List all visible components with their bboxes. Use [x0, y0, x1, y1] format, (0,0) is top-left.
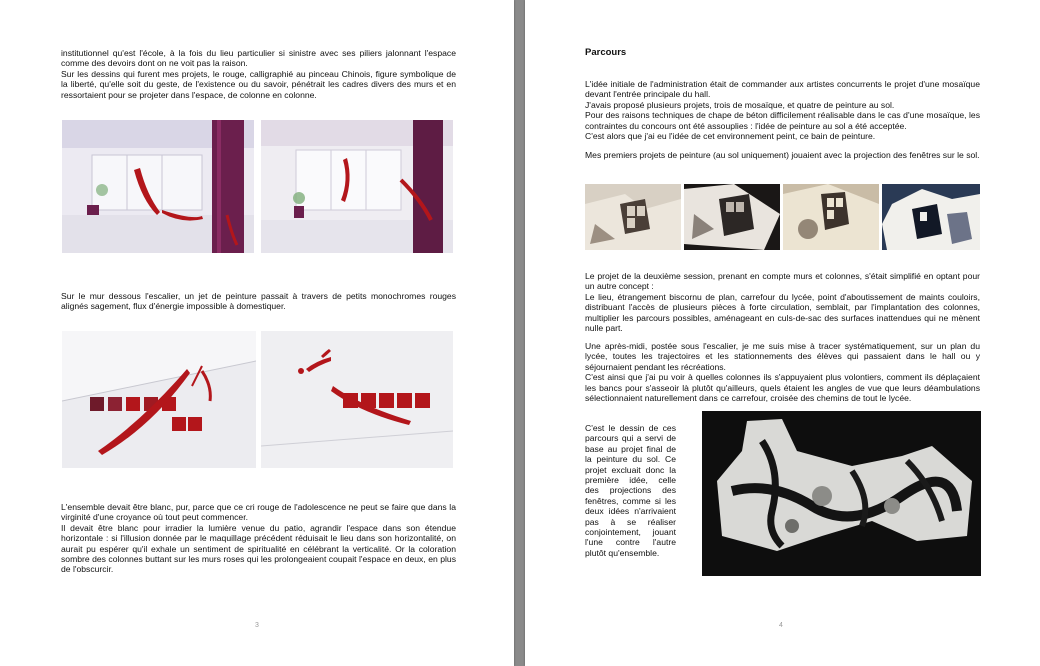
paragraph: Sur le mur dessous l'escalier, un jet de peinture passait à travers de petits monochromes rouges alignés sagement, flux d'énergie impossible à domestiquer. [61, 291, 456, 312]
paragraph: Le lieu, étrangement biscornu de plan, carrefour du lycée, point d'aboutissement de maints couloirs, distribuant l'accès de plusieurs pièces à forte circulation, semblait, par l'implantation des colonnes, multiplier les parcours possibles, aménageant en culs-de-sac des surfaces inattendues qui ne mènent nulle part. [585, 291, 980, 334]
page4-afternoon-text [585, 341, 980, 403]
photo-stair-monochromes-2 [261, 331, 453, 468]
page4-second-session-text [585, 271, 980, 333]
paragraph: Pour des raisons techniques de chape de béton difficilement réalisable dans le cas d'une mosaïque, les contraintes du concours ont été assouplies : l'idée de peinture au sol a été acceptée. [585, 110, 980, 131]
page4-intro-text [585, 79, 980, 141]
photo-wall-painting-2 [261, 120, 453, 253]
document-page-4 [525, 0, 1040, 666]
paragraph: C'est le dessin de ces parcours qui a servi de base au projet final de la peinture du sol. Ce projet excluait donc la première idée, celle des projections des fenêtres, comme si les deux idées n'arrivaient pas à se réaliser conjointement, jouant l'une contre l'autre plutôt qu'ensemble. [585, 423, 676, 558]
document-page-3 [0, 0, 514, 666]
paragraph: Sur les dessins qui furent mes projets, le rouge, calligraphié au pinceau Chinois, figure symbolique de la liberté, qu'elle soit du geste, de l'existence ou du savoir, pénétrait les cadres divers des murs et en ressortaient pour se projeter dans l'espace, de colonne en colonne. [61, 68, 456, 100]
photo-project-sketch-2 [684, 184, 780, 250]
photo-stair-monochromes-1 [62, 331, 256, 468]
paragraph: Le projet de la deuxième session, prenant en compte murs et colonnes, s'était simplifié en optant pour un autre concept : [585, 271, 980, 292]
page3-closing-text [61, 502, 456, 575]
page-number: 3 [255, 622, 259, 629]
paragraph: institutionnel qu'est l'école, à la fois du lieu particulier si sinistre avec ses piliers jalonnant l'espace comme des devoirs dont on ne voit pas la raison. [61, 48, 456, 69]
photo-trajectories-drawing [702, 411, 981, 576]
photo-wall-painting-1 [62, 120, 254, 253]
page3-stair-text [61, 291, 456, 312]
paragraph: C'est ainsi que j'ai pu voir à quelles colonnes ils s'appuyaient plus volontiers, comment ils déplaçaient les bancs pour s'asseoir là plutôt qu'ailleurs, quels étaient les angles de vue que leurs déambulations sélectionnaient naturellement dans ce carrefour, croisée des chemins de tout le lycée. [585, 372, 980, 404]
page4-drawing-caption [585, 423, 676, 558]
photo-project-sketch-1 [585, 184, 681, 250]
photo-project-sketch-4 [882, 184, 980, 250]
paragraph: J'avais proposé plusieurs projets, trois de mosaïque, et quatre de peinture au sol. [585, 99, 895, 110]
paragraph: Il devait être blanc pour irradier la lumière venue du patio, agrandir l'espace dans son étendue horizontale : si l'illusion donnée par le maquillage précédent réduisait le lieu dans son horizontalité, on aurait pu espérer qu'il exhale un sentiment de spiritualité en célébrant la verticalité. Or la coloration sombre des colonnes buttant sur les murs roses qui les prolongeaient coupait l'espace en deux, en plus de l'obscurcir. [61, 522, 456, 575]
paragraph: Une après-midi, postée sous l'escalier, je me suis mise à tracer systématiquement, sur un plan du lycée, toutes les trajectoires et les stationnements des élèves qui passaient dans le hall ou y séjournaient pendant les récréations. [585, 341, 980, 372]
photo-project-sketch-3 [783, 184, 879, 250]
page3-intro-text [61, 48, 456, 100]
page-number: 4 [779, 622, 783, 629]
paragraph: C'est alors que j'ai eu l'idée de cet environnement peint, ce bain de peinture. [585, 131, 876, 142]
page4-first-projects-text [585, 150, 980, 160]
paragraph: Mes premiers projets de peinture (au sol uniquement) jouaient avec la projection des fenêtres sur le sol. [585, 150, 980, 160]
paragraph: L'ensemble devait être blanc, pur, parce que ce cri rouge de l'adolescence ne peut se faire que dans la virginité d'une croyance où tout peut commencer. [61, 502, 456, 523]
section-heading: Parcours [585, 47, 627, 58]
paragraph: L'idée initiale de l'administration était de commander aux artistes concurrents le projet d'une mosaïque devant l'entrée principale du hall. [585, 79, 980, 100]
